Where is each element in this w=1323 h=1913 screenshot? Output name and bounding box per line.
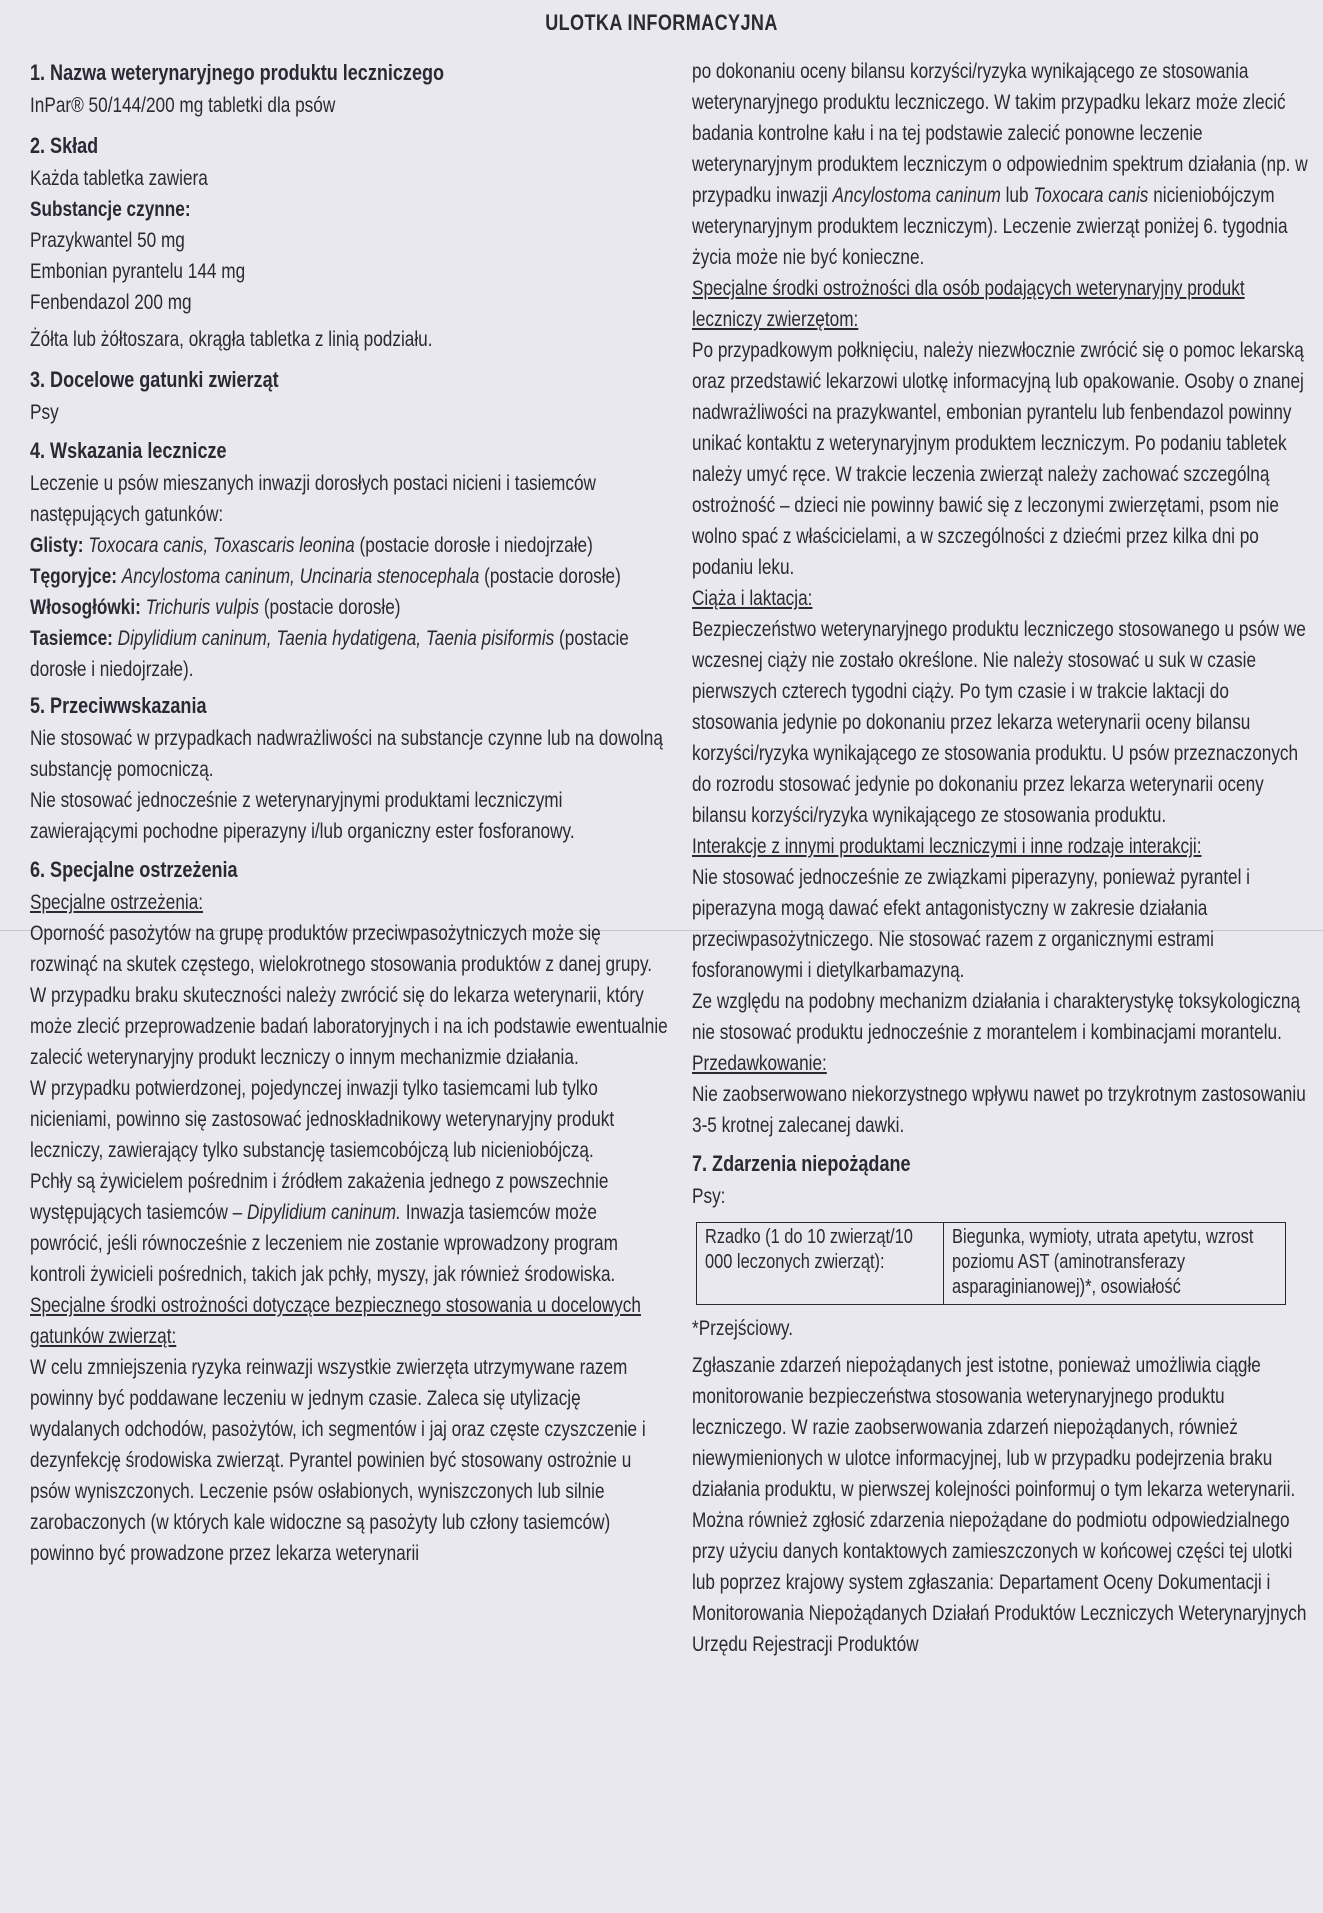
pregnancy-text: Bezpieczeństwo weterynaryjnego produktu leczniczego stosowanego u psów we wczesnej ciąży nie zostało określone. Nie należy stosować u suk w czasie pierwszych czterech tygodni ciąży. Po tym czasie i w trakcie laktacji do stosowania jedynie po dokonaniu przez lekarza weterynarii oceny bilansu korzyści/ryzyka wynikającego ze stosowania produktu. U psów przeznaczonych do rozrodu stosować jedynie po dokonaniu przez lekarza weterynarii oceny bilansu korzyści/ryzyka wynikającego ze stosowania produktu.	[692, 617, 1306, 827]
overdose-text: Nie zaobserwowano niekorzystnego wpływu nawet po trzykrotnym zastosowaniu 3-5 krotnej zalecanej dawki.	[692, 1082, 1306, 1137]
effects-cell: Biegunka, wymioty, utrata apetytu, wzrost poziomu AST (aminotransferazy asparaginianowej)*, osowiałość	[944, 1223, 1286, 1305]
warning-fleas: Pchły są żywicielem pośrednim i źródłem zakażenia jednego z powszechnie występujących tasiemców – Dipylidium caninum. Inwazja tasiemców może powrócić, jeśli równocześnie z leczeniem nie zostanie wprowadzony program kontroli żywicieli pośrednich, takich jak pchły, myszy, jak również środowiska.	[30, 1169, 618, 1286]
section-2-heading: 2. Skład	[30, 133, 99, 158]
frequency-cell: Rzadko (1 do 10 zwierząt/10 000 leczonych zwierząt):	[697, 1223, 944, 1305]
interactions-text-1: Nie stosować jednocześnie ze związkami piperazyny, ponieważ pyrantel i piperazyna mogą dawać efekt antagonistyczny w zakresie działania przeciwpasożytniczego. Nie stosować razem z organicznymi estrami fosforanowymi i dietylkarbamazyną.	[692, 865, 1250, 982]
warning-resistance: Oporność pasożytów na grupę produktów przeciwpasożytniczych może się rozwinąć na skutek częstego, wielokrotnego stosowania produktów z danej grupy. W przypadku braku skuteczności należy zwrócić się do lekarza weterynarii, który może zlecić przeprowadzenie badań laboratoryjnych i na ich podstawie ewentualnie zalecić weterynaryjny produkt leczniczy o innym mechanizmie działania.	[30, 921, 668, 1069]
section-3-heading: 3. Docelowe gatunki zwierząt	[30, 367, 279, 392]
right-column	[692, 56, 1310, 1660]
target-species: Psy	[30, 400, 59, 424]
section-1-heading: 1. Nazwa weterynaryjnego produktu leczniczego	[30, 60, 445, 85]
ingredient-1: Prazykwantel 50 mg	[30, 228, 185, 252]
table-row	[697, 1223, 1286, 1305]
safe-use-text: W celu zmniejszenia ryzyka reinwazji wszystkie zwierzęta utrzymywane razem powinny być poddawane leczeniu w jednym czasie. Zaleca się utylizację wydalanych odchodów, pasożytów, ich segmentów i jaj oraz częste czyszczenie i dezynfekcję środowiska zwierząt. Pyrantel powinien być stosowany ostrożnie u psów wyniszczonych. Leczenie psów osłabionych, wyniszczonych lub silnie zarobaczonych (w których kale widoczne są pasożyty lub człony tasiemców) powinno być prowadzone przez lekarza weterynarii	[30, 1355, 646, 1565]
footnote: *Przejściowy.	[692, 1316, 793, 1340]
adverse-species: Psy:	[692, 1184, 726, 1208]
document-title: ULOTKA INFORMACYJNA	[545, 10, 778, 35]
section-4-heading: 4. Wskazania lecznicze	[30, 438, 227, 463]
composition-intro: Każda tabletka zawiera	[30, 166, 208, 190]
left-column	[30, 56, 670, 1569]
continued-paragraph: po dokonaniu oceny bilansu korzyści/ryzyka wynikającego ze stosowania weterynaryjnego produktu leczniczego. W takim przypadku lekarz może zlecić badania kontrolne kału i na tej podstawie zalecić ponowne leczenie weterynaryjnym produktem leczniczym o odpowiednim spektrum działania (np. w przypadku inwazji Ancylostoma caninum lub Toxocara canis nicieniobójczym weterynaryjnym produktem leczniczym). Leczenie zwierząt poniżej 6. tygodnia życia może nie być konieczne.	[692, 59, 1308, 269]
contraindication-1: Nie stosować w przypadkach nadwrażliwości na substancje czynne lub na dowolną substancję pomocniczą.	[30, 726, 663, 781]
handler-precautions-text: Po przypadkowym połknięciu, należy niezwłocznie zwrócić się o pomoc lekarską oraz przedstawić lekarzowi ulotkę informacyjną lub opakowanie. Osoby o znanej nadwrażliwości na prazykwantel, embonian pyrantelu lub fenbendazol powinny unikać kontaktu z weterynaryjnym produktem leczniczym. Po podaniu tabletek należy umyć ręce. W trakcie leczenia zwierząt należy zachować szczególną ostrożność – dzieci nie powinny bawić się z leczonymi zwierzętami, psom nie wolno spać z właścicielami, a w szczególności z dziećmi przez kilka dni po podaniu leku.	[692, 338, 1304, 579]
section-7-heading: 7. Zdarzenia niepożądane	[692, 1151, 911, 1176]
ingredient-2: Embonian pyrantelu 144 mg	[30, 259, 246, 283]
tablet-description: Żółta lub żółtoszara, okrągła tabletka z linią podziału.	[30, 327, 433, 351]
indication-hookworms: Tęgoryjce: Ancylostoma caninum, Uncinaria stenocephala (postacie dorosłe)	[30, 564, 621, 588]
interactions-text-2: Ze względu na podobny mechanizm działania i charakterystykę toksykologiczną nie stosować produktu jednocześnie z morantelem i kombinacjami morantelu.	[692, 989, 1301, 1044]
product-name: InPar® 50/144/200 mg tabletki dla psów	[30, 93, 336, 117]
safe-use-label: Specjalne środki ostrożności dotyczące bezpiecznego stosowania u docelowych gatunków zwierząt:	[30, 1293, 641, 1348]
pregnancy-label: Ciąża i laktacja:	[692, 586, 813, 610]
handler-precautions-label: Specjalne środki ostrożności dla osób podających weterynaryjny produkt leczniczy zwierzętom:	[692, 276, 1245, 331]
indication-tapeworms: Tasiemce: Dipylidium caninum, Taenia hydatigena, Taenia pisiformis (postacie dorosłe i niedojrzałe).	[30, 626, 629, 681]
active-substances-label: Substancje czynne:	[30, 197, 191, 221]
ingredient-3: Fenbendazol 200 mg	[30, 290, 192, 314]
adverse-events-table	[696, 1222, 1286, 1305]
indications-text: Leczenie u psów mieszanych inwazji dorosłych postaci nicieni i tasiemców następujących gatunków:	[30, 471, 596, 526]
indication-roundworms: Glisty: Toxocara canis, Toxascaris leonina (postacie dorosłe i niedojrzałe)	[30, 533, 593, 557]
interactions-label: Interakcje z innymi produktami leczniczymi i inne rodzaje interakcji:	[692, 834, 1202, 858]
overdose-label: Przedawkowanie:	[692, 1051, 827, 1075]
warning-single-infection: W przypadku potwierdzonej, pojedynczej inwazji tylko tasiemcami lub tylko nicieniami, powinno się zastosować jednoskładnikowy weterynaryjny produkt leczniczy, zawierający tylko substancję tasiemcobójczą lub nicieniobójczą.	[30, 1076, 615, 1162]
section-5-heading: 5. Przeciwwskazania	[30, 693, 207, 718]
special-warnings-label: Specjalne ostrzeżenia:	[30, 890, 204, 914]
reporting-text: Zgłaszanie zdarzeń niepożądanych jest istotne, ponieważ umożliwia ciągłe monitorowanie bezpieczeństwa stosowania weterynaryjnego produktu leczniczego. W razie zaobserwowania zdarzeń niepożądanych, również niewymienionych w ulotce informacyjnej, lub w przypadku podejrzenia braku działania produktu, w pierwszej kolejności poinformuj o tym lekarza weterynarii. Można również zgłosić zdarzenia niepożądane do podmiotu odpowiedzialnego przy użyciu danych kontaktowych zamieszczonych w końcowej części tej ulotki lub poprzez krajowy system zgłaszania: Departament Oceny Dokumentacji i Monitorowania Niepożądanych Działań Produktów Leczniczych Weterynaryjnych Urzędu Rejestracji Produktów	[692, 1353, 1307, 1656]
section-6-heading: 6. Specjalne ostrzeżenia	[30, 857, 238, 882]
indication-whipworms: Włosogłówki: Trichuris vulpis (postacie dorosłe)	[30, 595, 401, 619]
contraindication-2: Nie stosować jednocześnie z weterynaryjnymi produktami leczniczymi zawierającymi pochodne piperazyny i/lub organiczny ester fosforanowy.	[30, 788, 575, 843]
